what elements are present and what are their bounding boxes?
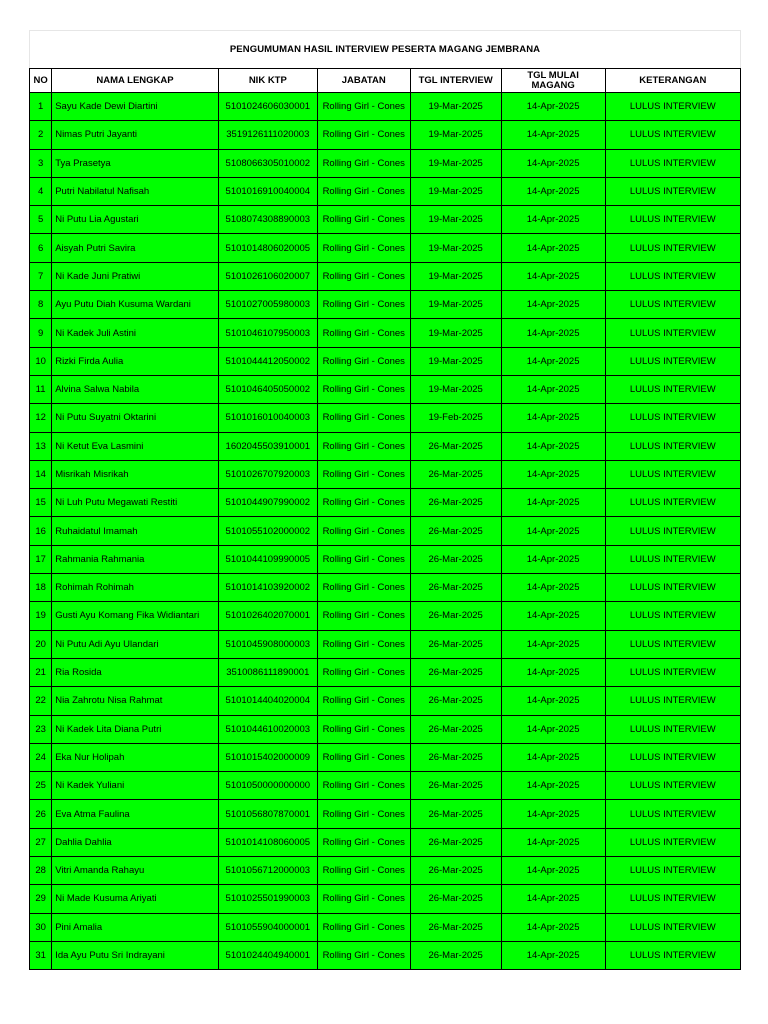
cell-no: 19 bbox=[30, 602, 52, 630]
cell-tgl-interview: 19-Mar-2025 bbox=[410, 319, 501, 347]
cell-jabatan: Rolling Girl - Cones bbox=[317, 913, 410, 941]
cell-nik: 1602045503910001 bbox=[218, 432, 317, 460]
cell-no: 17 bbox=[30, 545, 52, 573]
cell-tgl-interview: 26-Mar-2025 bbox=[410, 432, 501, 460]
cell-no: 5 bbox=[30, 206, 52, 234]
cell-keterangan: LULUS INTERVIEW bbox=[605, 177, 740, 205]
cell-name: Ayu Putu Diah Kusuma Wardani bbox=[52, 291, 219, 319]
cell-keterangan: LULUS INTERVIEW bbox=[605, 658, 740, 686]
table-row bbox=[30, 489, 741, 517]
cell-name: Ni Kade Juni Pratiwi bbox=[52, 262, 219, 290]
table-row bbox=[30, 687, 741, 715]
cell-tgl-interview: 19-Mar-2025 bbox=[410, 93, 501, 121]
cell-keterangan: LULUS INTERVIEW bbox=[605, 602, 740, 630]
column-header-nik: NIK KTP bbox=[218, 69, 317, 93]
cell-name: Nia Zahrotu Nisa Rahmat bbox=[52, 687, 219, 715]
cell-name: Ni Kadek Yuliani bbox=[52, 772, 219, 800]
cell-jabatan: Rolling Girl - Cones bbox=[317, 602, 410, 630]
table-row bbox=[30, 121, 741, 149]
cell-tgl-mulai: 14-Apr-2025 bbox=[501, 291, 605, 319]
cell-jabatan: Rolling Girl - Cones bbox=[317, 319, 410, 347]
cell-nik: 5101050000000000 bbox=[218, 772, 317, 800]
cell-jabatan: Rolling Girl - Cones bbox=[317, 432, 410, 460]
cell-nik: 5101025501990003 bbox=[218, 885, 317, 913]
cell-tgl-mulai: 14-Apr-2025 bbox=[501, 460, 605, 488]
cell-tgl-interview: 26-Mar-2025 bbox=[410, 772, 501, 800]
cell-name: Ruhaidatul Imamah bbox=[52, 517, 219, 545]
column-header-keterangan: KETERANGAN bbox=[605, 69, 740, 93]
cell-tgl-interview: 26-Mar-2025 bbox=[410, 743, 501, 771]
cell-no: 12 bbox=[30, 404, 52, 432]
cell-name: Misrikah Misrikah bbox=[52, 460, 219, 488]
table-row bbox=[30, 857, 741, 885]
cell-jabatan: Rolling Girl - Cones bbox=[317, 149, 410, 177]
cell-no: 1 bbox=[30, 93, 52, 121]
cell-tgl-mulai: 14-Apr-2025 bbox=[501, 941, 605, 969]
cell-tgl-interview: 26-Mar-2025 bbox=[410, 574, 501, 602]
cell-keterangan: LULUS INTERVIEW bbox=[605, 517, 740, 545]
cell-tgl-mulai: 14-Apr-2025 bbox=[501, 206, 605, 234]
cell-tgl-mulai: 14-Apr-2025 bbox=[501, 574, 605, 602]
cell-tgl-interview: 19-Mar-2025 bbox=[410, 121, 501, 149]
cell-tgl-mulai: 14-Apr-2025 bbox=[501, 743, 605, 771]
cell-tgl-interview: 26-Mar-2025 bbox=[410, 941, 501, 969]
cell-keterangan: LULUS INTERVIEW bbox=[605, 913, 740, 941]
cell-tgl-mulai: 14-Apr-2025 bbox=[501, 828, 605, 856]
table-row bbox=[30, 602, 741, 630]
table-row bbox=[30, 715, 741, 743]
cell-jabatan: Rolling Girl - Cones bbox=[317, 121, 410, 149]
cell-name: Ni Luh Putu Megawati Restiti bbox=[52, 489, 219, 517]
cell-keterangan: LULUS INTERVIEW bbox=[605, 262, 740, 290]
cell-nik: 5101026106020007 bbox=[218, 262, 317, 290]
cell-tgl-interview: 19-Mar-2025 bbox=[410, 347, 501, 375]
cell-keterangan: LULUS INTERVIEW bbox=[605, 319, 740, 347]
cell-no: 16 bbox=[30, 517, 52, 545]
table-row bbox=[30, 941, 741, 969]
cell-nik: 5108066305010002 bbox=[218, 149, 317, 177]
column-header-name: NAMA LENGKAP bbox=[52, 69, 219, 93]
cell-jabatan: Rolling Girl - Cones bbox=[317, 857, 410, 885]
column-header-jabatan: JABATAN bbox=[317, 69, 410, 93]
cell-nik: 5101016010040003 bbox=[218, 404, 317, 432]
cell-keterangan: LULUS INTERVIEW bbox=[605, 574, 740, 602]
cell-no: 3 bbox=[30, 149, 52, 177]
cell-jabatan: Rolling Girl - Cones bbox=[317, 460, 410, 488]
cell-tgl-interview: 26-Mar-2025 bbox=[410, 885, 501, 913]
cell-jabatan: Rolling Girl - Cones bbox=[317, 574, 410, 602]
cell-keterangan: LULUS INTERVIEW bbox=[605, 93, 740, 121]
table-row bbox=[30, 828, 741, 856]
cell-name: Eka Nur Holipah bbox=[52, 743, 219, 771]
cell-tgl-interview: 19-Mar-2025 bbox=[410, 149, 501, 177]
cell-name: Putri Nabilatul Nafisah bbox=[52, 177, 219, 205]
cell-tgl-interview: 19-Mar-2025 bbox=[410, 375, 501, 403]
cell-keterangan: LULUS INTERVIEW bbox=[605, 234, 740, 262]
cell-no: 7 bbox=[30, 262, 52, 290]
cell-jabatan: Rolling Girl - Cones bbox=[317, 630, 410, 658]
cell-keterangan: LULUS INTERVIEW bbox=[605, 687, 740, 715]
cell-jabatan: Rolling Girl - Cones bbox=[317, 93, 410, 121]
document-sheet bbox=[29, 30, 741, 966]
cell-nik: 5101014108060005 bbox=[218, 828, 317, 856]
cell-keterangan: LULUS INTERVIEW bbox=[605, 857, 740, 885]
cell-nik: 5101026707920003 bbox=[218, 460, 317, 488]
cell-name: Eva Atma Faulina bbox=[52, 800, 219, 828]
cell-tgl-interview: 19-Mar-2025 bbox=[410, 291, 501, 319]
cell-tgl-interview: 19-Mar-2025 bbox=[410, 177, 501, 205]
table-row bbox=[30, 375, 741, 403]
cell-tgl-interview: 19-Mar-2025 bbox=[410, 206, 501, 234]
cell-jabatan: Rolling Girl - Cones bbox=[317, 885, 410, 913]
table-row bbox=[30, 291, 741, 319]
cell-tgl-interview: 26-Mar-2025 bbox=[410, 715, 501, 743]
cell-name: Dahlia Dahlia bbox=[52, 828, 219, 856]
cell-tgl-interview: 26-Mar-2025 bbox=[410, 857, 501, 885]
cell-keterangan: LULUS INTERVIEW bbox=[605, 772, 740, 800]
table-row bbox=[30, 93, 741, 121]
cell-tgl-mulai: 14-Apr-2025 bbox=[501, 630, 605, 658]
cell-nik: 5101014404020004 bbox=[218, 687, 317, 715]
table-row bbox=[30, 432, 741, 460]
cell-tgl-mulai: 14-Apr-2025 bbox=[501, 432, 605, 460]
cell-name: Tya Prasetya bbox=[52, 149, 219, 177]
cell-nik: 5101055904000001 bbox=[218, 913, 317, 941]
cell-nik: 5101044412050002 bbox=[218, 347, 317, 375]
cell-name: Ida Ayu Putu Sri Indrayani bbox=[52, 941, 219, 969]
cell-no: 25 bbox=[30, 772, 52, 800]
cell-nik: 5101027005980003 bbox=[218, 291, 317, 319]
cell-name: Vitri Amanda Rahayu bbox=[52, 857, 219, 885]
cell-tgl-interview: 26-Mar-2025 bbox=[410, 545, 501, 573]
table-row bbox=[30, 743, 741, 771]
cell-jabatan: Rolling Girl - Cones bbox=[317, 404, 410, 432]
cell-tgl-interview: 26-Mar-2025 bbox=[410, 517, 501, 545]
results-table bbox=[29, 68, 741, 970]
table-body bbox=[30, 93, 741, 970]
table-row bbox=[30, 404, 741, 432]
cell-tgl-mulai: 14-Apr-2025 bbox=[501, 319, 605, 347]
cell-nik: 5101015402000009 bbox=[218, 743, 317, 771]
table-row bbox=[30, 545, 741, 573]
cell-no: 30 bbox=[30, 913, 52, 941]
cell-no: 2 bbox=[30, 121, 52, 149]
cell-name: Nimas Putri Jayanti bbox=[52, 121, 219, 149]
cell-no: 22 bbox=[30, 687, 52, 715]
cell-keterangan: LULUS INTERVIEW bbox=[605, 291, 740, 319]
cell-name: Gusti Ayu Komang Fika Widiantari bbox=[52, 602, 219, 630]
cell-keterangan: LULUS INTERVIEW bbox=[605, 885, 740, 913]
cell-jabatan: Rolling Girl - Cones bbox=[317, 177, 410, 205]
cell-tgl-interview: 26-Mar-2025 bbox=[410, 602, 501, 630]
cell-keterangan: LULUS INTERVIEW bbox=[605, 206, 740, 234]
cell-nik: 5101045908000003 bbox=[218, 630, 317, 658]
cell-tgl-mulai: 14-Apr-2025 bbox=[501, 234, 605, 262]
cell-name: Alvina Salwa Nabila bbox=[52, 375, 219, 403]
column-header-tgl-mulai: TGL MULAI MAGANG bbox=[501, 69, 605, 93]
cell-no: 28 bbox=[30, 857, 52, 885]
cell-tgl-mulai: 14-Apr-2025 bbox=[501, 772, 605, 800]
table-header bbox=[30, 69, 741, 93]
cell-jabatan: Rolling Girl - Cones bbox=[317, 941, 410, 969]
cell-keterangan: LULUS INTERVIEW bbox=[605, 828, 740, 856]
cell-jabatan: Rolling Girl - Cones bbox=[317, 206, 410, 234]
cell-nik: 5101044907990002 bbox=[218, 489, 317, 517]
table-row bbox=[30, 885, 741, 913]
cell-jabatan: Rolling Girl - Cones bbox=[317, 545, 410, 573]
cell-keterangan: LULUS INTERVIEW bbox=[605, 800, 740, 828]
cell-nik: 5101055102000002 bbox=[218, 517, 317, 545]
cell-jabatan: Rolling Girl - Cones bbox=[317, 517, 410, 545]
header-row bbox=[30, 69, 741, 93]
cell-tgl-mulai: 14-Apr-2025 bbox=[501, 121, 605, 149]
table-row bbox=[30, 772, 741, 800]
cell-nik: 5101056712000003 bbox=[218, 857, 317, 885]
cell-jabatan: Rolling Girl - Cones bbox=[317, 234, 410, 262]
table-row bbox=[30, 234, 741, 262]
cell-no: 8 bbox=[30, 291, 52, 319]
cell-no: 20 bbox=[30, 630, 52, 658]
table-row bbox=[30, 800, 741, 828]
cell-jabatan: Rolling Girl - Cones bbox=[317, 800, 410, 828]
cell-tgl-mulai: 14-Apr-2025 bbox=[501, 602, 605, 630]
cell-tgl-interview: 26-Mar-2025 bbox=[410, 489, 501, 517]
cell-name: Ni Kadek Juli Astini bbox=[52, 319, 219, 347]
cell-name: Ni Putu Adi Ayu Ulandari bbox=[52, 630, 219, 658]
cell-nik: 5101024404940001 bbox=[218, 941, 317, 969]
cell-name: Ni Ketut Eva Lasmini bbox=[52, 432, 219, 460]
cell-keterangan: LULUS INTERVIEW bbox=[605, 347, 740, 375]
column-header-tgl-interview: TGL INTERVIEW bbox=[410, 69, 501, 93]
cell-name: Ria Rosida bbox=[52, 658, 219, 686]
cell-keterangan: LULUS INTERVIEW bbox=[605, 460, 740, 488]
cell-nik: 5101024606030001 bbox=[218, 93, 317, 121]
cell-name: Ni Putu Suyatni Oktarini bbox=[52, 404, 219, 432]
cell-nik: 5101046405050002 bbox=[218, 375, 317, 403]
cell-no: 21 bbox=[30, 658, 52, 686]
cell-nik: 5101056807870001 bbox=[218, 800, 317, 828]
cell-tgl-mulai: 14-Apr-2025 bbox=[501, 857, 605, 885]
table-row bbox=[30, 319, 741, 347]
table-row bbox=[30, 347, 741, 375]
table-row bbox=[30, 658, 741, 686]
cell-tgl-mulai: 14-Apr-2025 bbox=[501, 517, 605, 545]
cell-no: 4 bbox=[30, 177, 52, 205]
cell-jabatan: Rolling Girl - Cones bbox=[317, 715, 410, 743]
cell-tgl-mulai: 14-Apr-2025 bbox=[501, 93, 605, 121]
cell-jabatan: Rolling Girl - Cones bbox=[317, 658, 410, 686]
table-row bbox=[30, 574, 741, 602]
cell-nik: 5101014806020005 bbox=[218, 234, 317, 262]
cell-keterangan: LULUS INTERVIEW bbox=[605, 630, 740, 658]
table-row bbox=[30, 262, 741, 290]
cell-tgl-interview: 26-Mar-2025 bbox=[410, 658, 501, 686]
cell-tgl-mulai: 14-Apr-2025 bbox=[501, 149, 605, 177]
document-title: PENGUMUMAN HASIL INTERVIEW PESERTA MAGANG JEMBRANA bbox=[229, 44, 541, 55]
cell-tgl-mulai: 14-Apr-2025 bbox=[501, 262, 605, 290]
cell-tgl-interview: 26-Mar-2025 bbox=[410, 460, 501, 488]
cell-jabatan: Rolling Girl - Cones bbox=[317, 262, 410, 290]
cell-keterangan: LULUS INTERVIEW bbox=[605, 404, 740, 432]
cell-no: 13 bbox=[30, 432, 52, 460]
title-row bbox=[29, 30, 741, 68]
cell-name: Pini Amalia bbox=[52, 913, 219, 941]
cell-no: 26 bbox=[30, 800, 52, 828]
column-header-no: NO bbox=[30, 69, 52, 93]
table-row bbox=[30, 206, 741, 234]
cell-nik: 3510086111890001 bbox=[218, 658, 317, 686]
cell-no: 24 bbox=[30, 743, 52, 771]
cell-keterangan: LULUS INTERVIEW bbox=[605, 121, 740, 149]
cell-keterangan: LULUS INTERVIEW bbox=[605, 432, 740, 460]
cell-keterangan: LULUS INTERVIEW bbox=[605, 489, 740, 517]
cell-name: Rahmania Rahmania bbox=[52, 545, 219, 573]
cell-nik: 5108074308890003 bbox=[218, 206, 317, 234]
cell-tgl-mulai: 14-Apr-2025 bbox=[501, 658, 605, 686]
cell-jabatan: Rolling Girl - Cones bbox=[317, 291, 410, 319]
cell-tgl-mulai: 14-Apr-2025 bbox=[501, 404, 605, 432]
cell-jabatan: Rolling Girl - Cones bbox=[317, 687, 410, 715]
cell-tgl-mulai: 14-Apr-2025 bbox=[501, 800, 605, 828]
cell-tgl-mulai: 14-Apr-2025 bbox=[501, 715, 605, 743]
cell-jabatan: Rolling Girl - Cones bbox=[317, 375, 410, 403]
cell-name: Ni Kadek Lita Diana Putri bbox=[52, 715, 219, 743]
cell-keterangan: LULUS INTERVIEW bbox=[605, 715, 740, 743]
cell-no: 10 bbox=[30, 347, 52, 375]
cell-no: 29 bbox=[30, 885, 52, 913]
cell-jabatan: Rolling Girl - Cones bbox=[317, 347, 410, 375]
table-row bbox=[30, 177, 741, 205]
cell-tgl-interview: 19-Feb-2025 bbox=[410, 404, 501, 432]
cell-tgl-mulai: 14-Apr-2025 bbox=[501, 177, 605, 205]
cell-tgl-mulai: 14-Apr-2025 bbox=[501, 913, 605, 941]
cell-nik: 5101016910040004 bbox=[218, 177, 317, 205]
cell-name: Ni Putu Lia Agustari bbox=[52, 206, 219, 234]
cell-no: 15 bbox=[30, 489, 52, 517]
cell-no: 11 bbox=[30, 375, 52, 403]
cell-name: Aisyah Putri Savira bbox=[52, 234, 219, 262]
cell-tgl-interview: 26-Mar-2025 bbox=[410, 913, 501, 941]
cell-nik: 5101046107950003 bbox=[218, 319, 317, 347]
cell-tgl-interview: 26-Mar-2025 bbox=[410, 828, 501, 856]
cell-no: 31 bbox=[30, 941, 52, 969]
cell-nik: 5101044109990005 bbox=[218, 545, 317, 573]
cell-no: 14 bbox=[30, 460, 52, 488]
cell-tgl-mulai: 14-Apr-2025 bbox=[501, 545, 605, 573]
cell-nik: 3519126111020003 bbox=[218, 121, 317, 149]
cell-keterangan: LULUS INTERVIEW bbox=[605, 149, 740, 177]
cell-nik: 5101044610020003 bbox=[218, 715, 317, 743]
cell-keterangan: LULUS INTERVIEW bbox=[605, 375, 740, 403]
cell-nik: 5101026402070001 bbox=[218, 602, 317, 630]
cell-tgl-interview: 26-Mar-2025 bbox=[410, 800, 501, 828]
cell-tgl-interview: 26-Mar-2025 bbox=[410, 687, 501, 715]
cell-jabatan: Rolling Girl - Cones bbox=[317, 489, 410, 517]
cell-keterangan: LULUS INTERVIEW bbox=[605, 545, 740, 573]
cell-name: Rohimah Rohimah bbox=[52, 574, 219, 602]
cell-tgl-mulai: 14-Apr-2025 bbox=[501, 347, 605, 375]
cell-no: 23 bbox=[30, 715, 52, 743]
cell-jabatan: Rolling Girl - Cones bbox=[317, 828, 410, 856]
cell-name: Ni Made Kusuma Ariyati bbox=[52, 885, 219, 913]
cell-tgl-mulai: 14-Apr-2025 bbox=[501, 687, 605, 715]
cell-tgl-mulai: 14-Apr-2025 bbox=[501, 375, 605, 403]
table-row bbox=[30, 913, 741, 941]
cell-nik: 5101014103920002 bbox=[218, 574, 317, 602]
cell-tgl-interview: 19-Mar-2025 bbox=[410, 234, 501, 262]
table-row bbox=[30, 630, 741, 658]
cell-tgl-mulai: 14-Apr-2025 bbox=[501, 885, 605, 913]
cell-jabatan: Rolling Girl - Cones bbox=[317, 743, 410, 771]
cell-name: Sayu Kade Dewi Diartini bbox=[52, 93, 219, 121]
cell-tgl-interview: 26-Mar-2025 bbox=[410, 630, 501, 658]
cell-no: 27 bbox=[30, 828, 52, 856]
cell-keterangan: LULUS INTERVIEW bbox=[605, 743, 740, 771]
cell-tgl-mulai: 14-Apr-2025 bbox=[501, 489, 605, 517]
cell-no: 9 bbox=[30, 319, 52, 347]
cell-tgl-interview: 19-Mar-2025 bbox=[410, 262, 501, 290]
cell-no: 6 bbox=[30, 234, 52, 262]
table-row bbox=[30, 460, 741, 488]
table-row bbox=[30, 149, 741, 177]
cell-jabatan: Rolling Girl - Cones bbox=[317, 772, 410, 800]
cell-keterangan: LULUS INTERVIEW bbox=[605, 941, 740, 969]
table-row bbox=[30, 517, 741, 545]
cell-no: 18 bbox=[30, 574, 52, 602]
cell-name: Rizki Firda Aulia bbox=[52, 347, 219, 375]
